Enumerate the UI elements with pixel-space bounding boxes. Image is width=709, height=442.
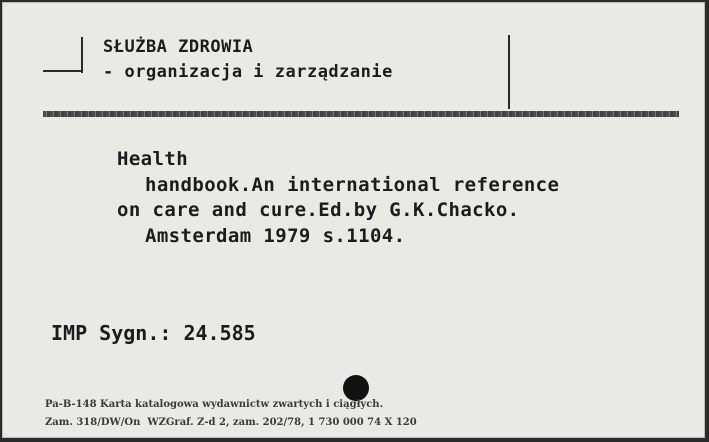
- divider-rule: [43, 111, 679, 117]
- entry-line-2: handbook.An international reference: [145, 174, 560, 196]
- header-left-bar: [81, 37, 83, 73]
- entry-line-3: on care and cure.Ed.by G.K.Chacko.: [117, 199, 520, 221]
- subject-heading: SŁUŻBA ZDROWIA: [103, 37, 254, 57]
- call-number: IMP Sygn.: 24.585: [51, 321, 256, 345]
- header-dash: [43, 70, 83, 72]
- catalog-card: [2, 2, 705, 438]
- header-right-bar: [508, 35, 510, 109]
- punch-hole: [343, 375, 369, 401]
- entry-line-1: Health: [117, 148, 189, 170]
- footer-line-1: Pa-B-148 Karta katalogowa wydawnictw zwartych i ciągłych.: [45, 399, 384, 410]
- subject-subheading: - organizacja i zarządzanie: [103, 62, 393, 82]
- footer-line-2: Zam. 318/DW/On WZGraf. Z-d 2, zam. 202/78, 1 730 000 74 X 120: [45, 417, 417, 428]
- entry-line-4: Amsterdam 1979 s.1104.: [145, 225, 406, 247]
